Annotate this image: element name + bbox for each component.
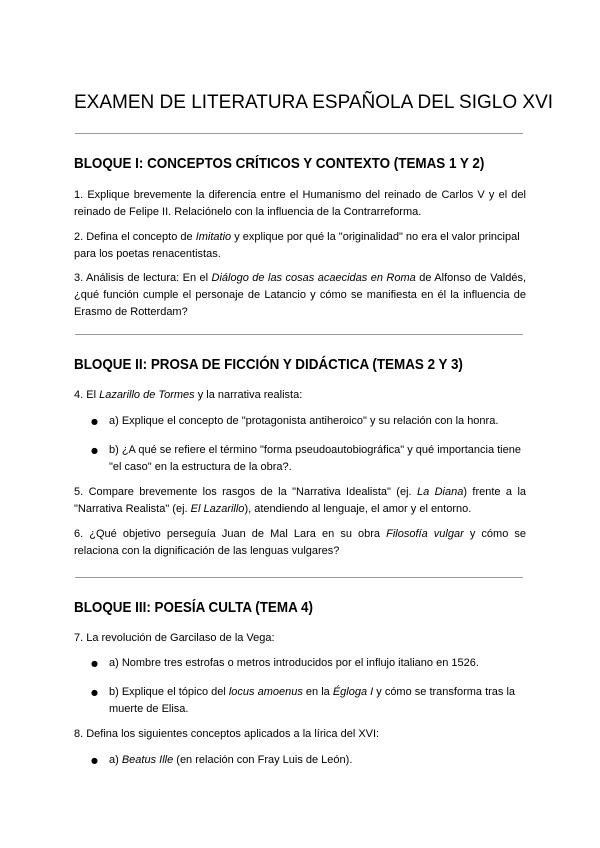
question-4b: b) ¿A qué se refiere el término "forma pseudoautobiográfica" y qué importancia tiene "el caso" en la estructura de la obra?. bbox=[109, 444, 521, 473]
bullet-icon: ● bbox=[91, 688, 98, 697]
divider bbox=[75, 334, 523, 335]
question-2: 2. Defina el concepto de Imitatio y explique por qué la "originalidad" no era el valor principal para los poetas renacentistas. bbox=[74, 231, 520, 260]
question-4a: a) Explique el concepto de "protagonista antiheroico" y su relación con la honra. bbox=[109, 415, 499, 427]
question-8a: a) Beatus Ille (en relación con Fray Luis de León). bbox=[109, 754, 353, 766]
question-3: 3. Análisis de lectura: En el Diálogo de las cosas acaecidas en Roma de Alfonso de Valdés, ¿qué función cumple el personaje de Latancio y cómo se manifiesta en él la influencia de Erasmo de Rotterdam? bbox=[74, 272, 527, 318]
question-7a: a) Nombre tres estrofas o metros introducidos por el influjo italiano en 1526. bbox=[109, 657, 479, 669]
bullet-icon: ● bbox=[91, 659, 98, 668]
question-6: 6. ¿Qué objetivo perseguía Juan de Mal Lara en su obra Filosofía vulgar y cómo se relaciona con la dignificación de las lenguas vulgares? bbox=[74, 528, 527, 557]
section-heading-bloque-1: BLOQUE I: CONCEPTOS CRÍTICOS Y CONTEXTO (TEMAS 1 Y 2) bbox=[74, 156, 485, 172]
question-7b: b) Explique el tópico del locus amoenus en la Égloga I y cómo se transforma tras la muerte de Elisa. bbox=[109, 686, 516, 715]
divider bbox=[75, 133, 523, 134]
document-title: EXAMEN DE LITERATURA ESPAÑOLA DEL SIGLO XVI bbox=[74, 92, 554, 113]
divider bbox=[75, 577, 523, 578]
bullet-icon: ● bbox=[91, 417, 98, 426]
bullet-icon: ● bbox=[91, 756, 98, 765]
question-8: 8. Defina los siguientes conceptos aplicados a la lírica del XVI: bbox=[74, 728, 380, 740]
question-7: 7. La revolución de Garcilaso de la Vega: bbox=[74, 632, 275, 644]
section-heading-bloque-3: BLOQUE III: POESÍA CULTA (TEMA 4) bbox=[74, 600, 313, 616]
section-heading-bloque-2: BLOQUE II: PROSA DE FICCIÓN Y DIDÁCTICA (TEMAS 2 Y 3) bbox=[74, 357, 463, 373]
bullet-icon: ● bbox=[91, 446, 98, 455]
question-4: 4. El Lazarillo de Tormes y la narrativa realista: bbox=[74, 389, 303, 401]
question-1: 1. Explique brevemente la diferencia entre el Humanismo del reinado de Carlos V y el del reinado de Felipe II. Relaciónelo con la influencia de la Contrarreforma. bbox=[74, 189, 526, 218]
question-5: 5. Compare brevemente los rasgos de la "Narrativa Idealista" (ej. La Diana) frente a la "Narrativa Realista" (ej. El Lazarillo), atendiendo al lenguaje, el amor y el entorno. bbox=[74, 486, 527, 515]
